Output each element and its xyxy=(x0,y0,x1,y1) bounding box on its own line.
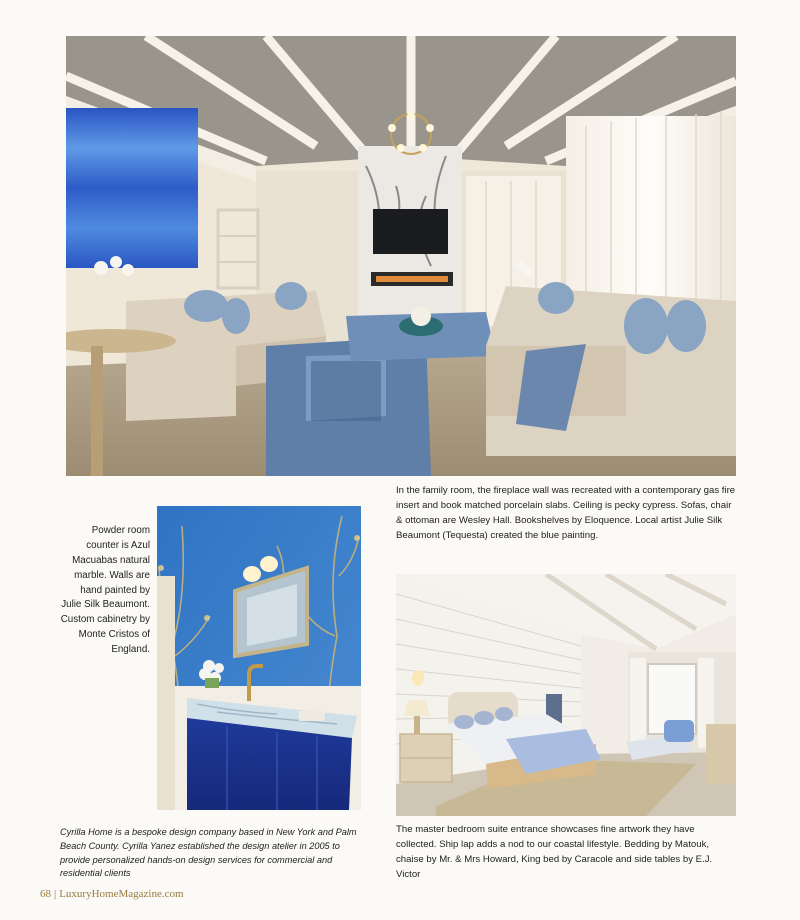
company-description: Cyrilla Home is a bespoke design company based in New York and Palm Beach County. Cyrilla Yanez established the design atelier in 2005 to provide personalized hands-on design services for commercial and residential clients xyxy=(60,827,357,879)
family-room-caption: In the family room, the fireplace wall was recreated with a contemporary gas fire insert and book matched porcelain slabs. Ceiling is pecky cypress. Sofas, chair & ottoman are Wesley Hall. Bookshelves by Eloquence. Local artist Julie Silk Beaumont (Tequesta) created the blue painting. xyxy=(396,485,736,541)
powder-room-photo xyxy=(157,506,361,810)
master-bedroom-caption: The master bedroom suite entrance showcases fine artwork they have collected. Ship lap adds a nod to our coastal lifestyle. Bedding by Matouk, chaise by Mr. & Mrs Howard, King bed by Caracole and side tables by E.J. Victor xyxy=(396,824,713,880)
powder-room-caption: Powder room counter is Azul Macuabas natural marble. Walls are hand painted by Julie Silk Beaumont. Custom cabinetry by Monte Cristos of England. xyxy=(60,525,150,656)
footer-separator: | xyxy=(54,888,57,900)
publication-link[interactable]: LuxuryHomeMagazine.com xyxy=(59,888,184,900)
family-room-photo xyxy=(66,36,736,476)
page-number: 68 xyxy=(40,888,51,900)
page-footer xyxy=(40,888,184,900)
master-bedroom-photo xyxy=(396,574,736,816)
